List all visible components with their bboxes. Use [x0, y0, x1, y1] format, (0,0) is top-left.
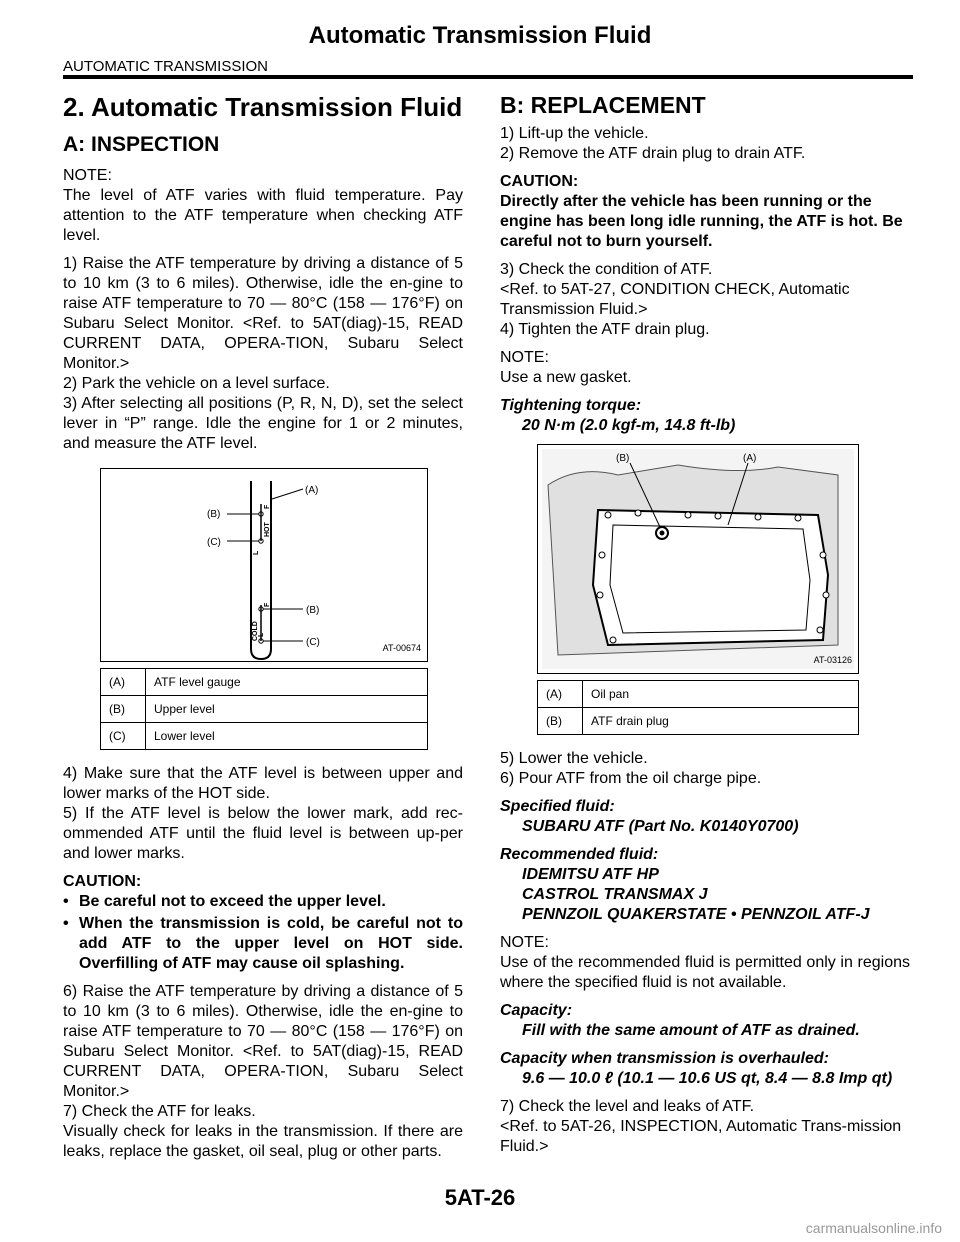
fig1-label-b-upper: (B)	[207, 509, 221, 520]
spec-value: SUBARU ATF (Part No. K0140Y0700)	[522, 818, 799, 835]
fig1-label-a: (A)	[305, 485, 319, 496]
header-rule	[63, 75, 913, 79]
legend-value: Upper level	[146, 696, 428, 723]
fig1-cold-mark: COLD	[252, 621, 259, 641]
legend-row	[101, 696, 428, 723]
fig1-hot-mark: HOT	[264, 522, 271, 537]
legend-row	[101, 723, 428, 750]
torque-value: 20 N·m (2.0 kgf-m, 14.8 ft-lb)	[522, 417, 736, 434]
fig1-l-cold: L	[258, 632, 265, 637]
atf-gauge-illustration	[101, 469, 427, 661]
fig1-l-hot: L	[253, 550, 260, 555]
right-column	[500, 86, 910, 1165]
step-3: 3) After selecting all positions (P, R, N, D), set the select lever in “P” range. Idle the engine for 1 or 2 minutes, and measure the ATF level.	[63, 395, 463, 452]
capacity-overhaul	[500, 1049, 910, 1089]
step-4: 4) Make sure that the ATF level is between upper and lower marks of the HOT side.	[63, 765, 463, 802]
legend-row	[538, 681, 859, 708]
fig2-label-b: (B)	[616, 453, 630, 464]
replace-step-2: 2) Remove the ATF drain plug to drain ATF.	[500, 145, 806, 162]
capacity-overhaul-label: Capacity when transmission is overhauled:	[500, 1050, 829, 1067]
note-text: Use of the recommended fluid is permitted only in regions where the specified fluid is not available.	[500, 954, 910, 991]
legend-key: (A)	[538, 681, 583, 708]
replace-step-3-ref: <Ref. to 5AT-27, CONDITION CHECK, Automatic Transmission Fluid.>	[500, 281, 850, 318]
figure-code: AT-03126	[813, 655, 852, 665]
atf-level-gauge-figure	[100, 468, 428, 662]
step-1: 1) Raise the ATF temperature by driving a distance of 5 to 10 km (3 to 6 miles). Otherwise, idle the en-gine to raise ATF temperature to 70 — 80°C (158 — 176°F) on Subaru Select Monitor. <Ref. to 5AT(diag)-15, READ CURRENT DATA, OPERA-TION, Subaru Select Monitor.>	[63, 255, 463, 372]
legend-key: (B)	[538, 708, 583, 735]
legend-key: (C)	[101, 723, 146, 750]
caution-text: Directly after the vehicle has been running or the engine has been long idle running, the ATF is hot. Be careful not to burn yourself.	[500, 193, 903, 250]
note-text: The level of ATF varies with fluid temperature. Pay attention to the ATF temperature when checking ATF level.	[63, 187, 463, 244]
replace-step-3: 3) Check the condition of ATF.	[500, 261, 713, 278]
caution-list	[63, 892, 463, 974]
note-text: Use a new gasket.	[500, 369, 632, 386]
page-header-title: Automatic Transmission Fluid	[308, 22, 652, 49]
legend-value: Oil pan	[583, 681, 859, 708]
legend-row	[538, 708, 859, 735]
subsection-heading-inspection: A: INSPECTION	[63, 133, 220, 156]
caution-item: • Be careful not to exceed the upper level.	[63, 892, 463, 912]
page-number: 5AT-26	[444, 1185, 516, 1210]
replace-step-4: 4) Tighten the ATF drain plug.	[500, 321, 710, 338]
legend-key: (B)	[101, 696, 146, 723]
caution-label: CAUTION:	[500, 173, 579, 190]
step-7-detail: Visually check for leaks in the transmission. If there are leaks, replace the gasket, oil seal, plug or other parts.	[63, 1123, 463, 1160]
note-label: NOTE:	[500, 934, 549, 951]
replace-step-7: 7) Check the level and leaks of ATF.	[500, 1098, 755, 1115]
note-label: NOTE:	[500, 349, 549, 366]
fig1-f-cold: F	[264, 602, 271, 607]
caution-item: • When the transmission is cold, be careful not to add ATF to the upper level on HOT side. Overfilling of ATF may cause oil splashing.	[63, 914, 463, 974]
spec-label: Specified fluid:	[500, 798, 615, 815]
figure-legend	[100, 668, 428, 750]
step-5: 5) If the ATF level is below the lower mark, add rec-ommended ATF until the fluid level is between up-per and lower marks.	[63, 805, 463, 862]
replace-step-6: 6) Pour ATF from the oil charge pipe.	[500, 770, 762, 787]
legend-row	[101, 669, 428, 696]
fig1-label-c-lower: (C)	[306, 637, 320, 648]
fig1-label-b-lower: (B)	[306, 605, 320, 616]
step-2: 2) Park the vehicle on a level surface.	[63, 375, 330, 392]
section-heading: 2. Automatic Transmission Fluid	[63, 92, 463, 122]
step-7: 7) Check the ATF for leaks.	[63, 1103, 256, 1120]
subsection-heading-replacement: B: REPLACEMENT	[500, 92, 706, 118]
watermark: carmanualsonline.info	[805, 1220, 942, 1236]
fig1-label-c-upper: (C)	[207, 537, 221, 548]
specified-fluid	[500, 797, 910, 837]
replace-step-5: 5) Lower the vehicle.	[500, 750, 648, 767]
step-6: 6) Raise the ATF temperature by driving a distance of 5 to 10 km (3 to 6 miles). Otherwise, idle the en-gine to raise ATF temperature to 70 — 80°C (158 — 176°F) on Subaru Select Monitor. <Ref. to 5AT(diag)-15, READ CURRENT DATA, OPERA-TION, Subaru Select Monitor.>	[63, 983, 463, 1100]
oil-pan-illustration	[538, 445, 858, 673]
recommended-fluid	[500, 845, 910, 925]
legend-value: ATF drain plug	[583, 708, 859, 735]
rec-value: IDEMITSU ATF HP	[522, 866, 659, 883]
replace-step-1: 1) Lift-up the vehicle.	[500, 125, 649, 142]
rec-label: Recommended fluid:	[500, 846, 659, 863]
rec-value: PENNZOIL QUAKERSTATE • PENNZOIL ATF-J	[522, 906, 870, 923]
caution-label: CAUTION:	[63, 873, 142, 890]
legend-key: (A)	[101, 669, 146, 696]
torque-label: Tightening torque:	[500, 397, 642, 414]
legend-value: ATF level gauge	[146, 669, 428, 696]
replace-step-7-ref: <Ref. to 5AT-26, INSPECTION, Automatic Trans-mission Fluid.>	[500, 1118, 902, 1155]
figure-legend	[537, 680, 859, 735]
fig1-f-hot: F	[264, 504, 271, 509]
note-label: NOTE:	[63, 167, 112, 184]
legend-value: Lower level	[146, 723, 428, 750]
figure-code: AT-00674	[382, 643, 421, 653]
left-column	[63, 86, 463, 1170]
rec-value: CASTROL TRANSMAX J	[522, 886, 708, 903]
tightening-torque	[500, 396, 910, 436]
fig2-label-a: (A)	[743, 453, 757, 464]
capacity-label: Capacity:	[500, 1002, 573, 1019]
capacity-overhaul-value: 9.6 — 10.0 ℓ (10.1 — 10.6 US qt, 8.4 — 8.8 Imp qt)	[522, 1070, 893, 1087]
capacity-value: Fill with the same amount of ATF as drained.	[522, 1022, 860, 1039]
page-header-section: AUTOMATIC TRANSMISSION	[63, 58, 269, 75]
oil-pan-figure	[537, 444, 859, 674]
capacity	[500, 1001, 910, 1041]
